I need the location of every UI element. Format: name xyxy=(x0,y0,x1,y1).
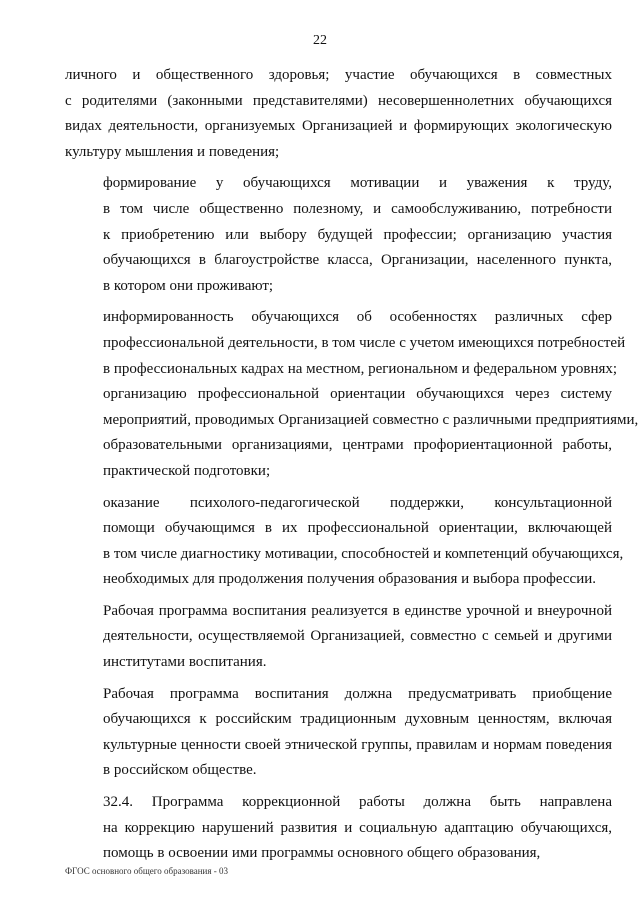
text-line: Рабочая программа воспитания реализуется в единстве урочной и внеурочной xyxy=(103,602,612,619)
text-line: в российском обществе. xyxy=(103,762,257,779)
text-line: образовательными организациями, центрами профориентационной работы, xyxy=(103,437,612,454)
text-line: обучающихся к российским традиционным духовным ценностям, включая xyxy=(103,711,612,728)
paragraph xyxy=(65,491,624,593)
paragraph xyxy=(65,63,612,165)
paragraph xyxy=(65,682,612,784)
text-line: организацию профессиональной ориентации обучающихся через систему xyxy=(103,386,612,403)
page-body xyxy=(65,63,639,873)
footer-note: ФГОС основного общего образования - 03 xyxy=(65,866,228,876)
text-line: 32.4. Программа коррекционной работы должна быть направлена xyxy=(103,794,612,811)
text-line: в профессиональных кадрах на местном, региональном и федеральном уровнях; xyxy=(103,360,618,377)
text-line: обучающихся в благоустройстве класса, Организации, населенного пункта, xyxy=(103,252,612,269)
text-line: институтами воспитания. xyxy=(103,654,267,671)
page-number: 22 xyxy=(313,33,327,48)
text-line: с родителями (законными представителями) несовершеннолетних обучающихся xyxy=(65,92,612,109)
text-line: помощь в освоении ими программы основного общего образования, xyxy=(103,845,541,862)
text-line: мероприятий, проводимых Организацией совместно с различными предприятиями, xyxy=(103,411,639,428)
text-line: формирование у обучающихся мотивации и уважения к труду, xyxy=(103,175,612,192)
text-line: личного и общественного здоровья; участие обучающихся в совместных xyxy=(65,67,612,83)
text-line: в том числе общественно полезному, и самообслуживанию, потребности xyxy=(103,200,612,217)
text-line: культуру мышления и поведения; xyxy=(65,143,280,160)
paragraph xyxy=(65,599,612,676)
text-line: оказание психолого-педагогической поддержки, консультационной xyxy=(103,494,612,511)
text-line: в том числе диагностику мотивации, способностей и компетенций обучающихся, xyxy=(103,545,624,562)
text-line: видах деятельности, организуемых Организацией и формирующих экологическую xyxy=(65,118,612,135)
text-line: деятельности, осуществляемой Организацией, совместно с семьей и другими xyxy=(103,628,612,645)
text-line: помощи обучающимся в их профессиональной ориентации, включающей xyxy=(103,520,612,537)
text-line: профессиональной деятельности, в том числе с учетом имеющихся потребностей xyxy=(103,334,626,351)
text-line: необходимых для продолжения получения образования и выбора профессии. xyxy=(103,571,597,588)
text-line: Рабочая программа воспитания должна предусматривать приобщение xyxy=(103,685,612,702)
text-line: практической подготовки; xyxy=(103,462,271,479)
paragraph xyxy=(65,790,612,867)
paragraph xyxy=(65,305,639,484)
text-line: культурные ценности своей этнической группы, правилам и нормам поведения xyxy=(103,736,612,753)
text-line: информированность обучающихся об особенностях различных сфер xyxy=(103,309,612,326)
text-line: к приобретению или выбору будущей профессии; организацию участия xyxy=(103,226,612,243)
text-line: на коррекцию нарушений развития и социальную адаптацию обучающихся, xyxy=(103,819,612,836)
paragraph xyxy=(65,171,612,299)
text-line: в котором они проживают; xyxy=(103,277,274,294)
